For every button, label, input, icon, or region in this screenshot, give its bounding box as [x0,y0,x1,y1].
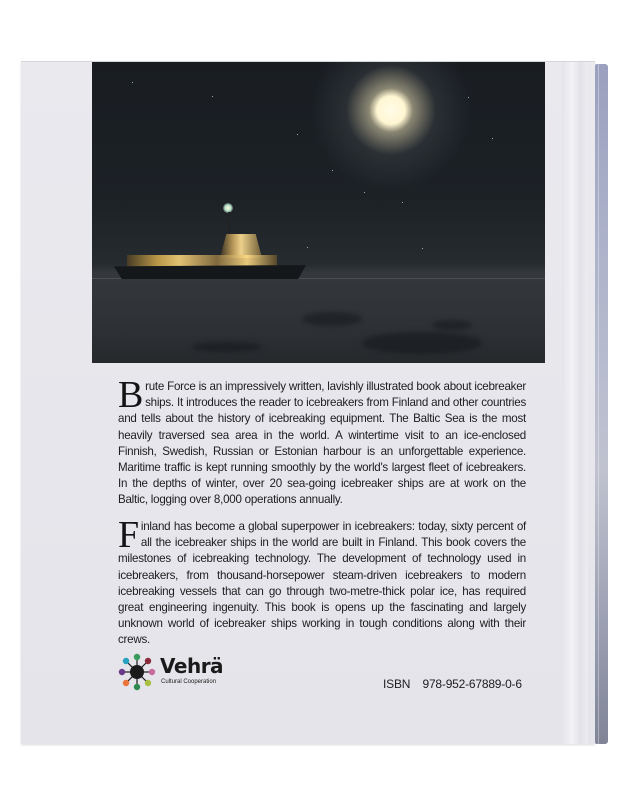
publisher-name: Vehrä [160,654,224,678]
vehra-logo-icon [117,652,159,692]
cover-hinge [562,62,588,744]
icebreaker-ship [114,265,306,279]
blurb-paragraph-2 [118,514,526,649]
book-back-cover [21,61,595,744]
dropcap: F [118,514,139,556]
publisher-logo [117,652,237,692]
dropcap: B [118,374,144,416]
isbn: ISBN 978-952-67889-0-6 [383,677,522,691]
paragraph-text: inland has become a global superpower in icebreakers: today, sixty percent of all the icebreaker ships in the world are built in Finland. This book covers the milestones of icebreaking technology. The development of technology used in icebreakers, from thousand-horsepower steam-driven icebreakers to modern icebreaking vessels that can go through two-metre-thick polar ice, has required great engineering ingenuity. This book is opens up the fascinating and largely unknown world of icebreaker ships working in tough conditions along with their crews. [118,520,526,647]
paragraph-text: rute Force is an impressively written, lavishly illustrated book about icebreaker ships. It introduces the reader to icebreakers from Finland and other countries and tells about the history of icebreaking equipment. The Baltic Sea is the most heavily traversed sea area in the world. A wintertime visit to an ice-enclosed Finnish, Swedish, Russian or Estonian harbour is an unforgettable experience. Maritime traffic is kept running smoothly by the world's largest fleet of icebreakers. In the depths of winter, over 20 sea-going icebreaker ships are at work on the Baltic, logging over 8,000 operations annually. [118,380,526,507]
book-spine-edge [595,64,608,744]
ship-lights [127,255,277,267]
publisher-tagline: Cultural Cooperation [161,679,217,685]
cover-photo [92,62,545,363]
blurb-paragraph-1 [118,374,526,509]
